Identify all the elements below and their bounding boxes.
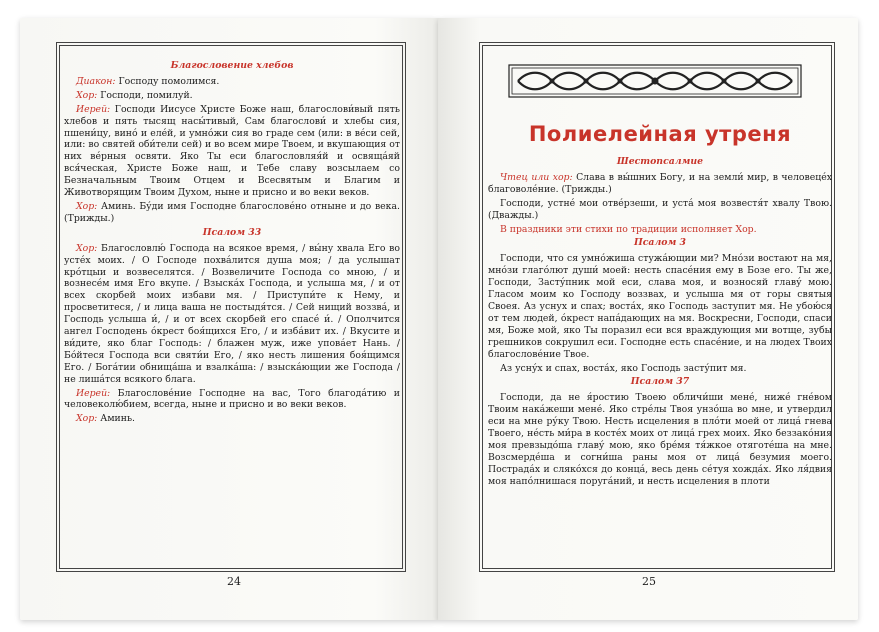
paragraph xyxy=(64,104,400,199)
right-page xyxy=(438,18,858,620)
paragraph-text: Господу помолимся. xyxy=(118,75,220,87)
paragraph xyxy=(488,198,832,222)
paragraph xyxy=(64,388,400,412)
paragraph: Господи, да не я́ростию Твоею обличи́ши мене́, ниже́ гне́вом Твоим нака́жеши мене́. Яко стре́лы Твоя унзо́ша во мне, и утвердил еси на мне ру́ку Твою. Несть исцеления в пло́ти моей от лица́ гнева Твоего, не́сть ми́ра в косте́х моих от лица́ грех моих. Яко беззако́ния моя превзыдо́ша главу́ мою, яко бре́мя тя́жкое отяготе́ша на мне. Возсмерде́ша и согни́ша раны моя от лица́ безумия моего. Пострада́х и сляко́хся до конца́, весь день се́туя хожда́х. Яко ля́двия моя напо́лнишася поруга́ний, и несть исцеления в плоти xyxy=(488,392,832,487)
paragraph xyxy=(64,76,400,88)
paragraph-text: Аминь. xyxy=(100,413,135,425)
speaker-role: Чтец или хор: xyxy=(500,171,573,183)
paragraph-text: Благословлю́ Господа на всякое время, / вы́ну хвала Его во усте́х моих. / О Господе похва́лится душа моя; / да услышат кро́тцыи и возвеселятся. / Возвеличите Господа со мною, / и вознесе́м имя Его вкупе. / Взыска́х Господа, и услыша мя, / и от всех скорбей моих избави мя. / Приступи́те к Нему, и просветитеся, / и лица ваша не постыдя́тся. / Сей нищий воззва́, и Господь услыша и́, / и от всех скорбей его спасе́ и́. / Ополчится ангел Господень о́крест боя́щихся Его, / и изба́вит их. / Вкусите и ви́дите, яко благ Господь: / блажен муж, иже упова́ет Нань. / Бо́йтеся Господа вси святи́и Его, / яко несть лишения боя́щимся Его. / Бога́тии обнища́ша и взалка́ша: / взыска́ющии же Господа / не лиша́тся всякого блага. xyxy=(64,242,400,385)
speaker-role: Иерей: xyxy=(76,103,111,115)
paragraph-text: Господи, устне́ мои отве́рзеши, и уста́ моя возвестя́т хвалу Твою. (Дважды.) xyxy=(488,197,832,221)
paragraph: Аз усну́х и спах, воста́х, яко Господь засту́пит мя. xyxy=(500,362,747,374)
speaker-role: Хор: xyxy=(76,413,98,425)
right-page-text xyxy=(488,154,832,490)
speaker-role: Хор: xyxy=(76,89,98,101)
left-page xyxy=(20,18,438,620)
paragraph xyxy=(64,413,400,425)
six-psalms-intro xyxy=(488,172,832,222)
page-number-left: 24 xyxy=(227,575,241,588)
paragraph-text: Аминь. Бу́ди имя Господне благослове́но отныне и до века. (Трижды.) xyxy=(64,200,400,224)
blessing-paragraphs xyxy=(64,76,400,225)
left-page-text xyxy=(64,58,400,427)
paragraph xyxy=(488,172,832,196)
psalm-33-title: Псалом 33 xyxy=(202,226,262,238)
psalm-3-paragraphs xyxy=(488,253,832,374)
psalm-33-paragraphs xyxy=(64,243,400,426)
ornamental-header-band xyxy=(508,64,802,98)
paragraph-text: Господи Иисусе Христе Боже наш, благослови́вый пять хлебов и пять тысящ насы́тивый, Сам благослови́ и хлебы сия, пшени́цу, вино́ и еле́й, и умно́жи сия во граде сем (или: в ве́си сей, или: во святей оби́тели сей) и во всем мире Твоем, и вкушающия от них ве́рныя освяти. Яко Ты еси благословляя́й и освяща́яй вся́ческая, Христе Боже наш, и Тебе славу возсылаем со Безначальным Твоим Отцем и Всесвятым и Благим и Животворящим Твоим Духом, ныне и присно и во веки веков. xyxy=(64,103,400,199)
page-number-right: 25 xyxy=(642,575,656,588)
paragraph xyxy=(64,90,400,102)
section-title-six-psalms: Шестопсалмие xyxy=(616,156,704,167)
psalm-3-title: Псалом 3 xyxy=(633,237,687,249)
paragraph xyxy=(64,201,400,225)
paragraph-text: Благослове́ние Господне на вас, Того благода́тию и человеколю́бием, всегда, ныне и присно и во веки веков. xyxy=(64,387,400,411)
speaker-role: Хор: xyxy=(76,242,98,254)
paragraph xyxy=(64,243,400,386)
section-title-blessing: Благословение хлебов xyxy=(170,60,294,71)
paragraph-text: Господи, помилуй. xyxy=(100,89,193,101)
paragraph-text: Слава в вы́шних Богу, и на земли́ мир, в человеце́х благоволе́ние. (Трижды.) xyxy=(488,171,832,195)
psalm-37-title: Псалом 37 xyxy=(630,376,690,388)
main-title: Полиелейная утреня xyxy=(528,122,792,146)
psalm-37-paragraphs xyxy=(488,392,832,487)
rubric-note: В праздники эти стихи по традиции исполняет Хор. xyxy=(500,223,757,235)
paragraph: Господи, что ся умно́жиша стужа́ющии ми? Мно́зи воcтают на мя, мно́зи глаго́лют души́ моей: несть спасе́ния ему в Бозе его. Ты же, Господи, Засту́пник мой еси, слава моя, и возносяй главу́ мою. Гласом моим ко Господу воззвах, и услыша мя от горы святыя Своея. Аз уснух и спах; воста́х, яко Господь заступит мя. Не убою́ся от тем людей, о́крест напа́дающих на мя. Воскресни, Господи, спаси мя, Боже мой, яко Ты поразил еси вся враждующия ми вотще, зубы грешников сокрушил еси. Господне есть спасе́ние, и на людех Твоих благослове́ние Твое. xyxy=(488,253,832,360)
speaker-role: Иерей: xyxy=(76,387,111,399)
speaker-role: Диакон: xyxy=(76,75,116,87)
speaker-role: Хор: xyxy=(76,200,98,212)
